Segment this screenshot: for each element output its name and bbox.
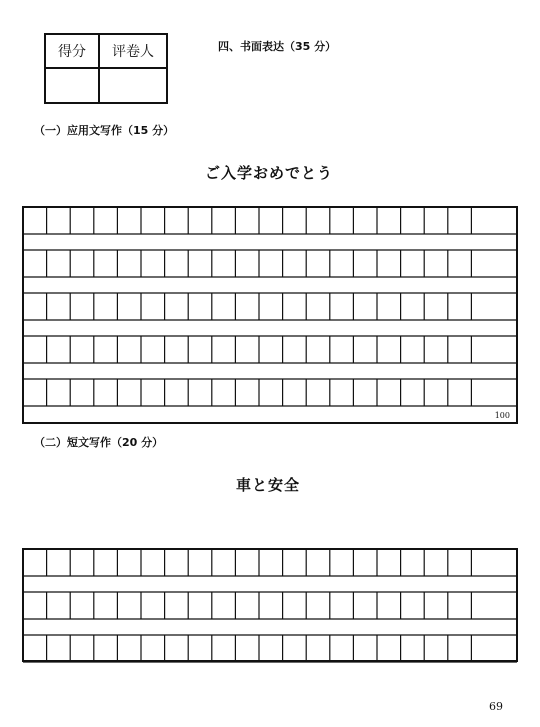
part2-topic: 車と安全 [236, 476, 301, 494]
page-number: 69 [489, 700, 503, 713]
score-table [44, 33, 168, 104]
part2-heading: （二）短文写作（20 分） [34, 436, 164, 449]
grader-cell[interactable] [99, 68, 167, 103]
part1-writing-grid[interactable] [22, 206, 518, 425]
section-title: 四、书面表达（35 分） [218, 40, 337, 53]
part1-heading: （一）应用文写作（15 分） [34, 124, 175, 137]
grid-border [23, 549, 517, 661]
grader-label: 评卷人 [99, 34, 167, 68]
score-label: 得分 [45, 34, 99, 68]
score-cell[interactable] [45, 68, 99, 103]
char-count-marker: 100 [494, 411, 510, 420]
grid-border [23, 207, 517, 423]
part1-topic: ご入学おめでとう [205, 164, 334, 182]
part2-writing-grid[interactable] [22, 548, 518, 663]
